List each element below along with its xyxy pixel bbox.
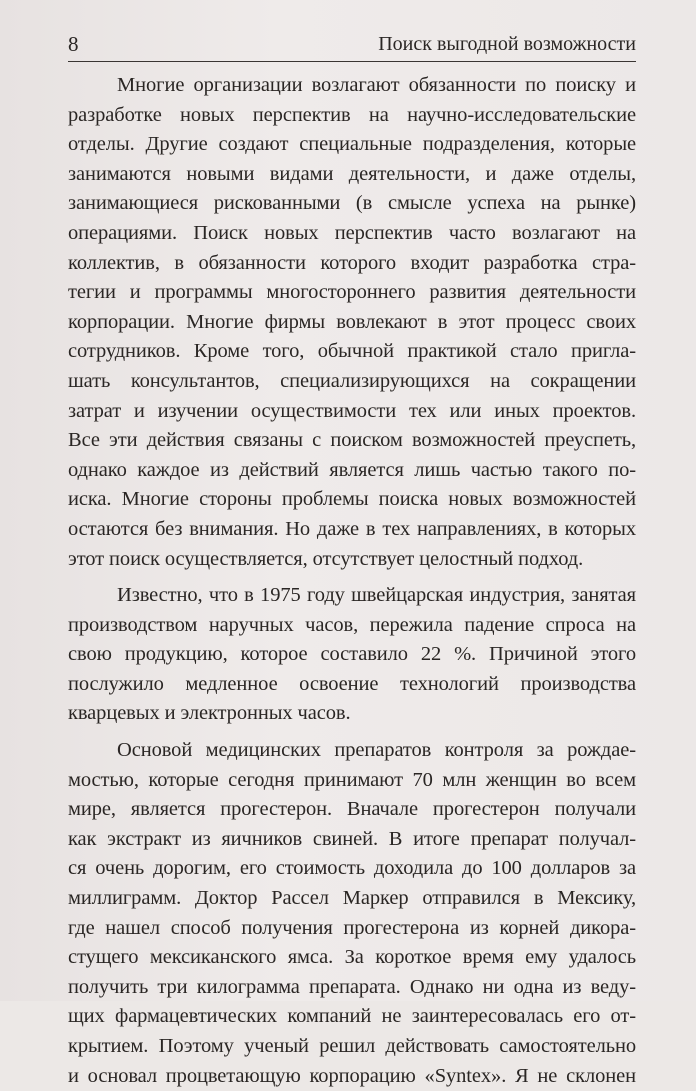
- text-line: стущего мексиканского ямса. За короткое время ему удалось: [68, 946, 636, 969]
- paragraph-3: [68, 736, 636, 1091]
- text-line: получить три килограмма препарата. Однако ни одна из веду-: [68, 975, 636, 998]
- page-header: [68, 30, 636, 62]
- text-line: ся очень дорогим, его стоимость доходила до 100 долларов за: [68, 857, 636, 880]
- text-line: мостью, которые сегодня принимают 70 млн женщин во всем: [68, 768, 636, 791]
- text-line: остаются без внимания. Но даже в тех направлениях, в которых: [68, 517, 636, 540]
- text-line: однако каждое из действий является лишь частью такого по-: [68, 458, 636, 481]
- text-line: отделы. Другие создают специальные подразделения, которые: [68, 133, 636, 156]
- text-line: Многие организации возлагают обязанности по поиску и: [117, 74, 636, 96]
- text-line: корпорации. Многие фирмы вовлекают в этот процесс своих: [68, 310, 636, 333]
- text-line: занимаются новыми видами деятельности, и даже отделы,: [68, 162, 636, 185]
- text-line: мире, является прогестерон. Вначале прогестерон получали: [68, 798, 636, 821]
- text-line: послужило медленное освоение технологий производства: [68, 672, 636, 695]
- page-number: 8: [68, 32, 79, 56]
- paragraph-spacer: [68, 574, 636, 581]
- text-line: разработке новых перспектив на научно-исследовательские: [68, 103, 636, 126]
- text-line: операциями. Поиск новых перспектив часто возлагают на: [68, 221, 636, 244]
- text-line: коллектив, в обязанности которого входит разработка стра-: [68, 251, 636, 274]
- text-line: Основой медицинских препаратов контроля за рождае-: [117, 739, 636, 762]
- text-line: сотрудников. Кроме того, обычной практикой стало пригла-: [68, 340, 636, 363]
- header-rule: [68, 61, 636, 62]
- text-line: как экстракт из яичников свиней. В итоге препарат получал-: [68, 827, 636, 850]
- paragraph-spacer: [68, 729, 636, 736]
- text-line: производством наручных часов, пережила падение спроса на: [68, 613, 636, 636]
- text-line: крытием. Поэтому ученый решил действовать самостоятельно: [68, 1035, 636, 1057]
- text-line: Известно, что в 1975 году швейцарская индустрия, занятая: [117, 584, 636, 607]
- paragraph-2: [68, 581, 636, 729]
- body-text: [68, 71, 636, 1091]
- text-line: щих фармацевтических компаний не заинтересовалась его от-: [68, 1005, 636, 1028]
- paragraph-1: [68, 71, 636, 574]
- text-line: занимающиеся рискованными (в смысле успеха на рынке): [68, 192, 636, 215]
- text-line: где нашел способ получения прогестерона из корней дикора-: [68, 916, 636, 939]
- text-line: Все эти действия связаны с поиском возможностей преуспеть,: [68, 429, 636, 452]
- text-line: миллиграмм. Доктор Рассел Маркер отправился в Мексику,: [68, 887, 636, 910]
- text-line: шать консультантов, специализирующихся на сокращении: [68, 369, 636, 392]
- text-line: затрат и изучении осуществимости тех или иных проектов.: [68, 399, 636, 422]
- text-line: кварцевых и электронных часов.: [68, 702, 351, 725]
- running-title: Поиск выгодной возможности: [378, 33, 636, 55]
- text-line: этот поиск осуществляется, отсутствует целостный подход.: [68, 547, 584, 570]
- text-line: свою продукцию, которое составило 22 %. Причиной этого: [68, 643, 636, 666]
- text-line: и основал процветающую корпорацию «Syntex». Я не склонен: [68, 1064, 636, 1087]
- text-line: тегии и программы многостороннего развития деятельности: [68, 281, 636, 304]
- text-line: иска. Многие стороны проблемы поиска новых возможностей: [68, 488, 636, 511]
